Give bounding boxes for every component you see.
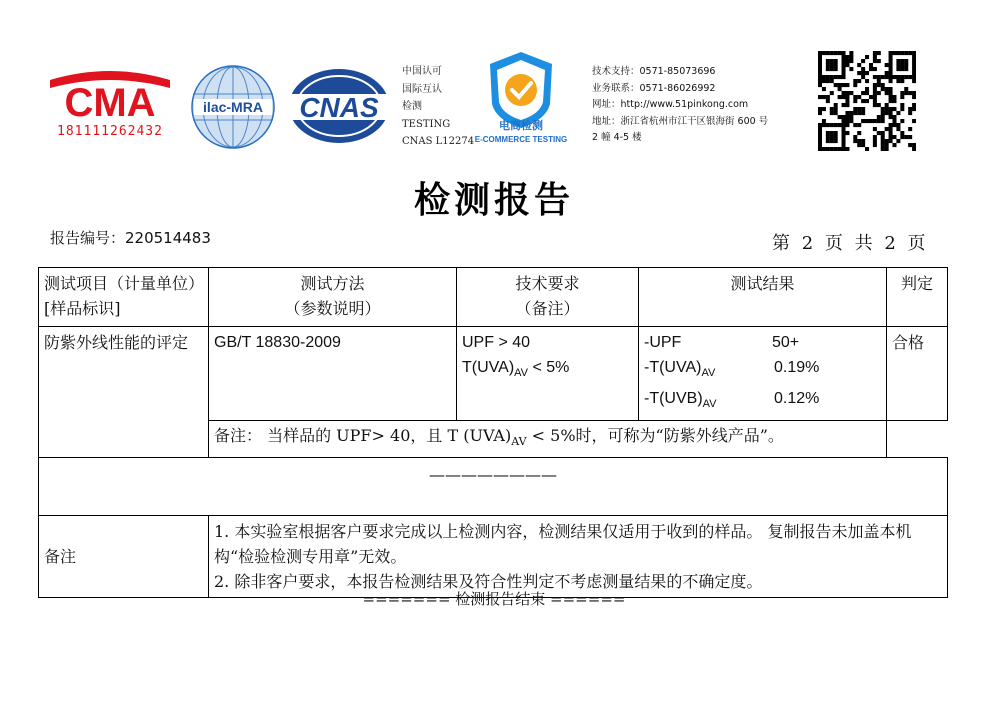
svg-text:ilac-MRA: ilac-MRA xyxy=(203,99,263,115)
remark-2: 2. 除非客户要求，本报告检测结果及符合性判定不考虑测量结果的不确定度。 xyxy=(214,572,763,591)
cnas-logo xyxy=(286,66,392,146)
report-end-text: ======= 检测报告结束 ====== xyxy=(362,590,626,608)
qr-code xyxy=(818,51,916,151)
address-line2: 2 幢 4-5 楼 xyxy=(592,132,642,143)
contact-info xyxy=(592,64,768,147)
cnas-accreditation-text: 中国认可 国际互认 检测 TESTING CNAS L12274 xyxy=(402,66,475,147)
business-contact: 业务联系：0571-86026992 xyxy=(592,82,716,94)
row-method: GB/T 18830-2009 xyxy=(209,327,457,421)
cma-number: 181111262432 xyxy=(57,124,163,139)
remark-1: 1. 本实验室根据客户要求完成以上检测内容，检测结果仅适用于收到的样品。 复制报告未加盖本机构“检验检测专用章”无效。 xyxy=(214,522,912,566)
header-requirement: 技术要求 （备注） xyxy=(457,268,639,327)
tech-support: 技术支持：0571-85073696 xyxy=(592,66,716,77)
row-item: 防紫外线性能的评定 xyxy=(39,327,209,458)
row-results xyxy=(639,327,887,421)
svg-text:CMA: CMA xyxy=(64,81,156,125)
row-requirement: UPF > 40 $T(UVA)_{AV} < 5\%$ xyxy=(457,327,639,421)
table-header-row xyxy=(39,268,948,327)
result-uva: $-T(UVA)_{AV}$ 0.19% xyxy=(644,359,820,379)
row-judgement: 合格 xyxy=(887,327,948,421)
ilac-mra-logo xyxy=(190,64,276,150)
result-upf: -UPF 50+ xyxy=(644,334,800,351)
svg-text:E-COMMERCE TESTING: E-COMMERCE TESTING xyxy=(474,135,568,144)
ecommerce-testing-logo xyxy=(470,50,572,146)
svg-text:电商检测: 电商检测 xyxy=(499,119,543,132)
header-result: 测试结果 xyxy=(639,268,887,327)
row-note: 备注： 当样品的 UPF> 40，且 T $(UVA)_{AV} < 5\%$时，可称为“防紫外线产品”。 xyxy=(209,421,887,458)
address-line1: 地址：浙江省杭州市江干区银海街 600 号 xyxy=(592,115,769,127)
test-results-table xyxy=(38,267,948,598)
header-item: 测试项目（计量单位） [样品标识] xyxy=(39,268,209,327)
separator-row xyxy=(39,458,948,516)
result-uvb: $-T(UVB)_{AV}$ 0.12% xyxy=(644,390,820,410)
separator-line: ———————— xyxy=(39,458,948,516)
remarks-label: 备注 xyxy=(39,516,209,598)
report-title: 检测报告 xyxy=(413,179,574,221)
table-row xyxy=(39,327,948,421)
header-method: 测试方法 （参数说明） xyxy=(209,268,457,327)
remarks-content xyxy=(209,516,948,598)
remarks-row xyxy=(39,516,948,598)
page-info: 第 2 页 共 2 页 xyxy=(772,233,926,254)
svg-text:CNAS: CNAS xyxy=(299,92,379,123)
header-judgement: 判定 xyxy=(887,268,948,327)
website[interactable]: 网址：http://www.51pinkong.com xyxy=(592,99,749,110)
report-number: 报告编号：220514483 xyxy=(50,229,211,247)
